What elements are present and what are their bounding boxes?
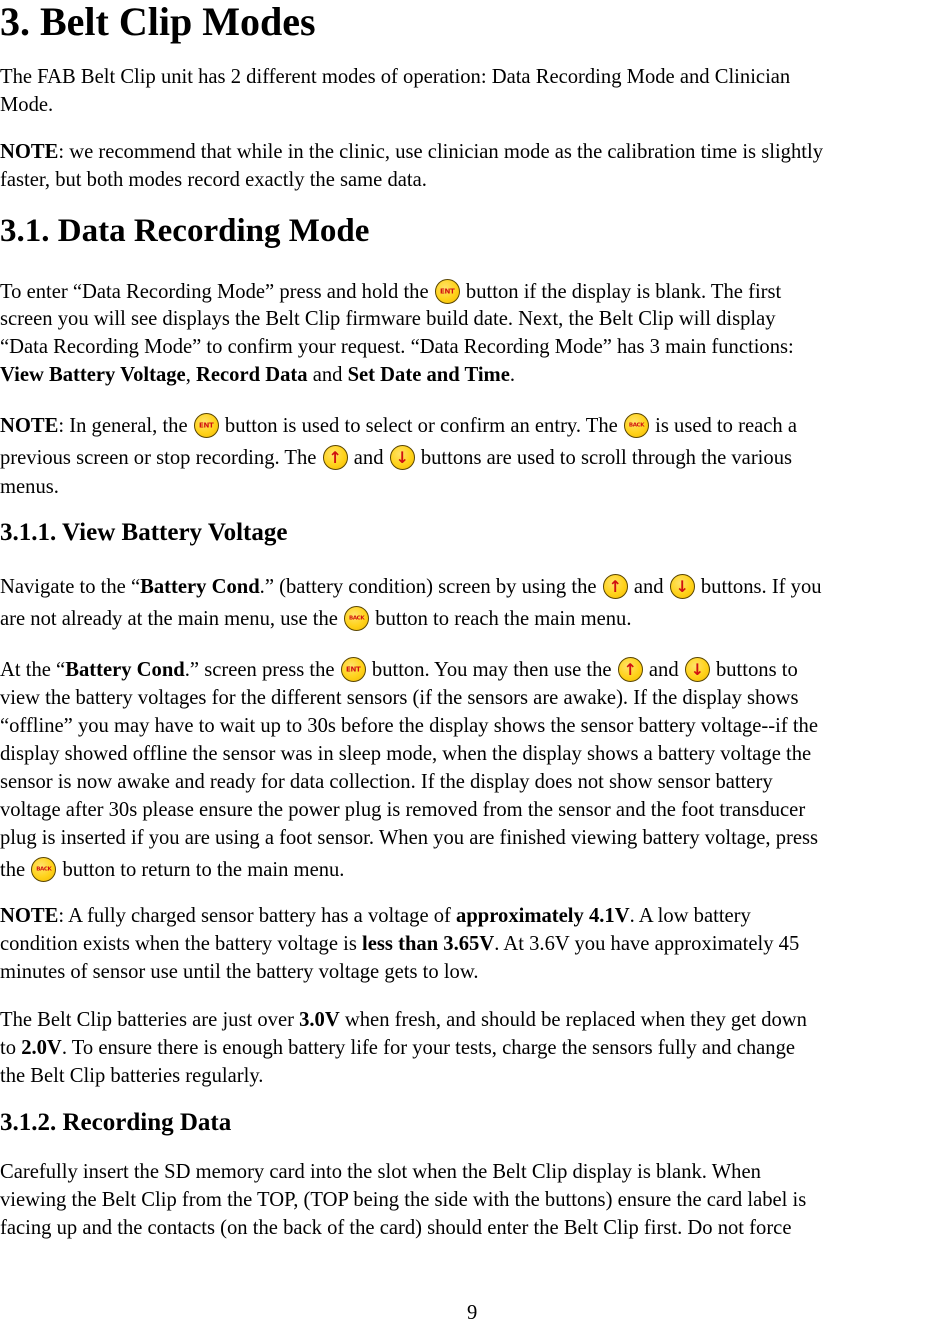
text-span: . At 3.6V you have approximately 45 [494, 933, 800, 955]
sec311-line-6: display showed offline the sensor was in sleep mode, when the display shows a battery voltage the [0, 743, 812, 765]
up-arrow-icon: ↑ [328, 447, 342, 467]
text-span: is used to reach a [655, 415, 797, 437]
sec311-line-4: view the battery voltages for the different sensors (if the sensors are awake). If the display shows [0, 687, 799, 709]
page-number: 9 [467, 1302, 478, 1324]
sec311-line-1 [0, 574, 822, 599]
text-span: to [0, 1037, 17, 1059]
text-span: . A low battery [629, 905, 751, 927]
note-label: NOTE [0, 415, 59, 437]
sec31-line-1 [0, 279, 781, 304]
page-title: 3. Belt Clip Modes [0, 0, 316, 44]
text-span: .” (battery condition) screen by using the [259, 576, 597, 598]
replace-voltage: 2.0V [21, 1037, 62, 1059]
battery-note-line-2 [0, 932, 799, 956]
low-battery-voltage: less than 3.65V [362, 933, 495, 955]
sec311-line-9: plug is inserted if you are using a foot sensor. When you are finished viewing battery voltage, press [0, 827, 819, 849]
ent-icon-label: ENT [345, 665, 361, 673]
up-arrow-button-icon [603, 574, 628, 599]
sec31-line-2: screen you will see displays the Belt Clip firmware build date. Next, the Belt Clip will display [0, 308, 776, 330]
text-span: buttons are used to scroll through the various [420, 447, 793, 469]
down-arrow-icon: ↓ [690, 659, 704, 679]
sec31-note-line-3: menus. [0, 476, 59, 498]
text-span: buttons. If you [700, 576, 822, 598]
battery-cond-bold: Battery Cond [65, 659, 185, 681]
battery-cond-bold: Battery Cond [140, 576, 260, 598]
text-span: The Belt Clip batteries are just over [0, 1009, 294, 1031]
up-arrow-icon: ↑ [608, 576, 622, 596]
ent-button-icon [341, 657, 366, 682]
text-span: button to reach the main menu. [375, 608, 632, 630]
text-span: : A fully charged sensor battery has a voltage of [58, 905, 451, 927]
note-text: : we recommend that while in the clinic, use clinician mode as the calibration time is slightly [58, 141, 823, 163]
text-span: previous screen or stop recording. The [0, 447, 317, 469]
back-icon-label: BACK [628, 422, 645, 428]
text-span: To enter “Data Recording Mode” press and hold the [0, 281, 429, 303]
text-span: , [185, 364, 191, 386]
text-span: . To ensure there is enough battery life for your tests, charge the sensors fully and change [61, 1037, 796, 1059]
sec312-line-3: facing up and the contacts (on the back of the card) should enter the Belt Clip first. Do not force [0, 1217, 792, 1239]
sec31-note-line-2 [0, 445, 792, 470]
text-span: Navigate to the “ [0, 576, 141, 598]
ent-button-icon [194, 413, 219, 438]
text-span: condition exists when the battery voltage is [0, 933, 357, 955]
sec311-line-8: voltage after 30s please ensure the power plug is removed from the sensor and the foot transducer [0, 799, 806, 821]
back-icon-label: BACK [36, 866, 52, 872]
note-label: NOTE [0, 905, 59, 927]
back-button-icon [624, 413, 649, 438]
sec311-line-2 [0, 606, 631, 631]
ent-icon-label: ENT [199, 421, 214, 429]
text-span: and [648, 659, 679, 681]
beltclip-battery-line-3: the Belt Clip batteries regularly. [0, 1065, 264, 1087]
intro-line-2: Mode. [0, 94, 54, 116]
sec311-line-5: “offline” you may have to wait up to 30s before the display shows the sensor battery voltage--if the [0, 715, 818, 737]
text-span: button to return to the main menu. [62, 859, 345, 881]
sec311-line-10 [0, 857, 344, 882]
full-charge-voltage: approximately 4.1V [456, 905, 630, 927]
down-arrow-icon: ↓ [395, 447, 409, 467]
text-span: the [0, 859, 26, 881]
sec312-line-2: viewing the Belt Clip from the TOP, (TOP being the side with the buttons) ensure the card label is [0, 1189, 807, 1211]
note-recommend-line-2: faster, but both modes record exactly the same data. [0, 169, 427, 191]
fresh-voltage: 3.0V [299, 1009, 340, 1031]
text-span: .” screen press the [184, 659, 335, 681]
sec31-line-4 [0, 363, 515, 387]
sec31-line-3: “Data Recording Mode” to confirm your request. “Data Recording Mode” has 3 main functions: [0, 336, 794, 358]
battery-note-line-1 [0, 904, 751, 928]
battery-note-line-3: minutes of sensor use until the battery voltage gets to low. [0, 961, 479, 983]
section-3-1-2-heading: 3.1.2. Recording Data [0, 1109, 232, 1136]
function-set-date: Set Date and Time [347, 364, 510, 386]
text-span: are not already at the main menu, use the [0, 608, 338, 630]
beltclip-battery-line-2 [0, 1036, 795, 1060]
text-span: and [633, 576, 664, 598]
down-arrow-icon: ↓ [675, 576, 689, 596]
sec312-line-1: Carefully insert the SD memory card into the slot when the Belt Clip display is blank. When [0, 1161, 761, 1183]
back-button-icon [31, 857, 56, 882]
down-arrow-button-icon [390, 445, 415, 470]
ent-button-icon [435, 279, 460, 304]
text-span: button if the display is blank. The first [465, 281, 782, 303]
down-arrow-button-icon [685, 657, 710, 682]
text-span: : In general, the [58, 415, 188, 437]
down-arrow-button-icon [670, 574, 695, 599]
section-3-1-1-heading: 3.1.1. View Battery Voltage [0, 519, 288, 546]
text-span: when fresh, and should be replaced when they get down [344, 1009, 807, 1031]
note-label: NOTE [0, 141, 59, 163]
text-span: button is used to select or confirm an entry. The [224, 415, 618, 437]
ent-icon-label: ENT [440, 287, 455, 295]
text-span: and [353, 447, 384, 469]
text-span: and [312, 364, 343, 386]
sec311-line-3 [0, 657, 798, 682]
intro-line-1: The FAB Belt Clip unit has 2 different modes of operation: Data Recording Mode and Clinician [0, 66, 791, 88]
sec31-note-line-1 [0, 413, 797, 438]
beltclip-battery-line-1 [0, 1008, 807, 1032]
back-button-icon [344, 606, 369, 631]
note-recommend-line-1 [0, 140, 823, 164]
back-icon-label: BACK [349, 615, 365, 621]
function-view-battery: View Battery Voltage [0, 364, 186, 386]
section-3-1-heading: 3.1. Data Recording Mode [0, 213, 370, 249]
text-span: . [509, 364, 516, 386]
sec311-line-7: sensor is now awake and ready for data collection. If the display does not show sensor battery [0, 771, 773, 793]
text-span: buttons to [715, 659, 798, 681]
up-arrow-button-icon [323, 445, 348, 470]
up-arrow-icon: ↑ [623, 659, 637, 679]
text-span: button. You may then use the [371, 659, 612, 681]
text-span: At the “ [0, 659, 66, 681]
function-record-data: Record Data [196, 364, 308, 386]
up-arrow-button-icon [618, 657, 643, 682]
